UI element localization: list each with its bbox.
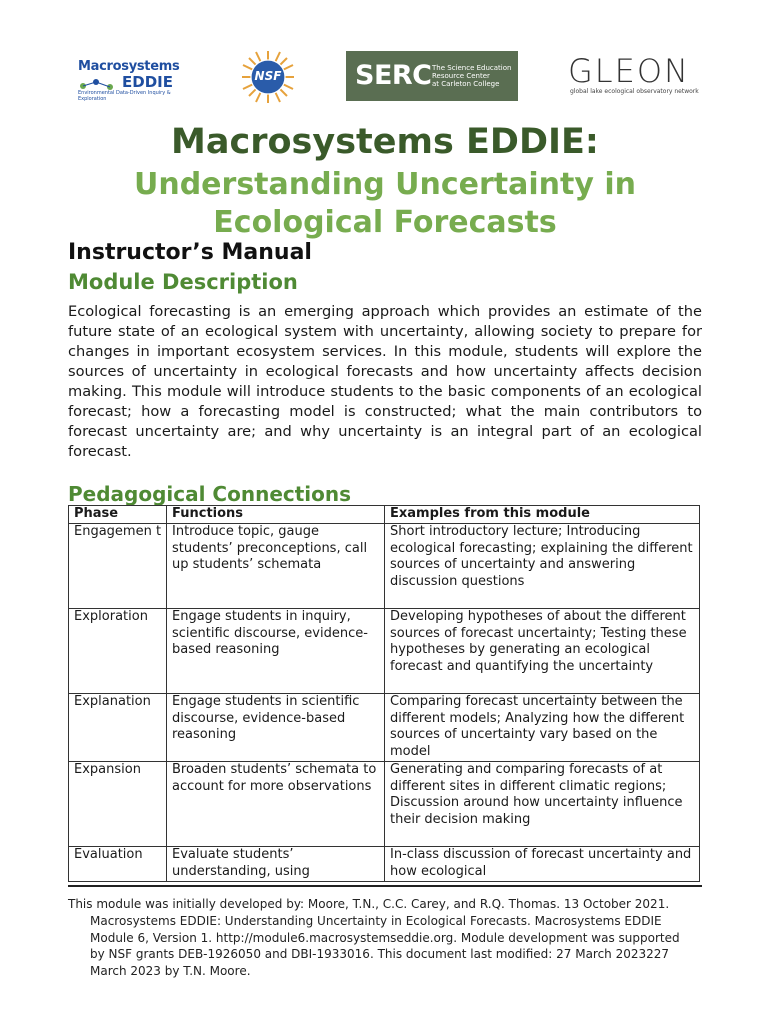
table-row: [69, 761, 700, 846]
cell-phase: Explanation: [69, 694, 167, 762]
table-row: [69, 609, 700, 694]
nsf-logo: [240, 49, 296, 105]
eddie-network-icon: [78, 78, 118, 92]
cell-examples: Comparing forecast uncertainty between the different models; Analyzing how the different sources of uncertainty vary based on the model: [385, 694, 700, 762]
module-description-heading: Module Description: [68, 270, 298, 294]
footnote-divider: [68, 885, 702, 887]
eddie-logo-line2: EDDIE: [122, 73, 173, 91]
cell-functions: Engage students in inquiry, scientific discourse, evidence-based reasoning: [167, 609, 385, 694]
eddie-logo-line1: Macrosystems: [78, 59, 180, 74]
macrosystems-eddie-logo: [72, 60, 192, 102]
footnote: This module was initially developed by: Moore, T.N., C.C. Carey, and R.Q. Thomas. 13 October 2021. Macrosystems EDDIE: Understanding Uncertainty in Ecological Forecasts. Macrosystems EDDIE Module 6, Version 1. http://module6.macrosystemseddie.org. Module development was supported by NSF grants DEB-1926050 and DBI-1933016. This document last modified: 27 March 2023227 March 2023 by T.N. Moore.: [68, 897, 680, 979]
module-description-text: Ecological forecasting is an emerging approach which provides an estimate of the future state of an ecological system with uncertainty, allowing society to prepare for changes in important ecosystem services. In this module, students will explore the sources of uncertainty in ecological forecasts and how uncertainty affects decision making. This module will introduce students to the basic components of an ecological forecast; how a forecasting model is constructed; what the main contributors to forecast uncertainty are; and why uncertainty is an integral part of an ecological forecast.: [68, 303, 702, 460]
cell-functions: Broaden students’ schemata to account for more observations: [167, 761, 385, 846]
cell-functions: Evaluate students’ understanding, using: [167, 846, 385, 881]
pedagogical-table: [68, 505, 700, 882]
cell-phase: Expansion: [69, 761, 167, 846]
header-examples: Examples from this module: [385, 506, 700, 524]
serc-subtitle-line2: Resource Center: [432, 72, 490, 80]
subtitle-line2: Ecological Forecasts: [213, 205, 557, 240]
cell-functions: Introduce topic, gauge students’ preconceptions, call up students’ schemata: [167, 524, 385, 609]
pedagogical-connections-heading: Pedagogical Connections: [68, 482, 352, 506]
table-header-row: [69, 506, 700, 524]
eddie-logo-tagline: Environmental Data-Driven Inquiry & Exploration: [78, 90, 171, 102]
serc-logo: [346, 51, 518, 101]
table-row: [69, 846, 700, 881]
page-subtitle: [0, 166, 770, 242]
subtitle-line1: Understanding Uncertainty in: [133, 167, 637, 202]
cell-phase: Engagemen t: [69, 524, 167, 609]
gleon-logo-tagline: global lake ecological observatory network: [570, 88, 699, 95]
cell-examples: Short introductory lecture; Introducing ecological forecasting; explaining the different sources of uncertainty and answering discussion questions: [385, 524, 700, 609]
header-functions: Functions: [167, 506, 385, 524]
cell-functions: Engage students in scientific discourse, evidence-based reasoning: [167, 694, 385, 762]
gleon-logo-text: GLEON: [568, 52, 690, 90]
table-row: [69, 694, 700, 762]
serc-subtitle-line1: The Science Education: [432, 64, 512, 72]
page-title: Macrosystems EDDIE:: [171, 122, 599, 162]
logo-bar: [0, 46, 770, 108]
cell-examples: Generating and comparing forecasts of at different sites in different climatic regions; Discussion around how uncertainty influence their decision making: [385, 761, 700, 846]
serc-logo-text: SERC: [355, 60, 432, 91]
serc-subtitle-line3: at Carleton College: [432, 80, 500, 88]
manual-heading: Instructor’s Manual: [68, 240, 312, 265]
gleon-logo: [568, 52, 699, 102]
nsf-logo-text: NSF: [254, 69, 282, 83]
cell-phase: Exploration: [69, 609, 167, 694]
serc-logo-subtitle: [432, 64, 511, 88]
table-row: [69, 524, 700, 609]
cell-phase: Evaluation: [69, 846, 167, 881]
header-phase: Phase: [69, 506, 167, 524]
cell-examples: In-class discussion of forecast uncertainty and how ecological: [385, 846, 700, 881]
cell-examples: Developing hypotheses of about the different sources of forecast uncertainty; Testing these hypotheses by generating an ecological forecast and quantifying the uncertainty: [385, 609, 700, 694]
